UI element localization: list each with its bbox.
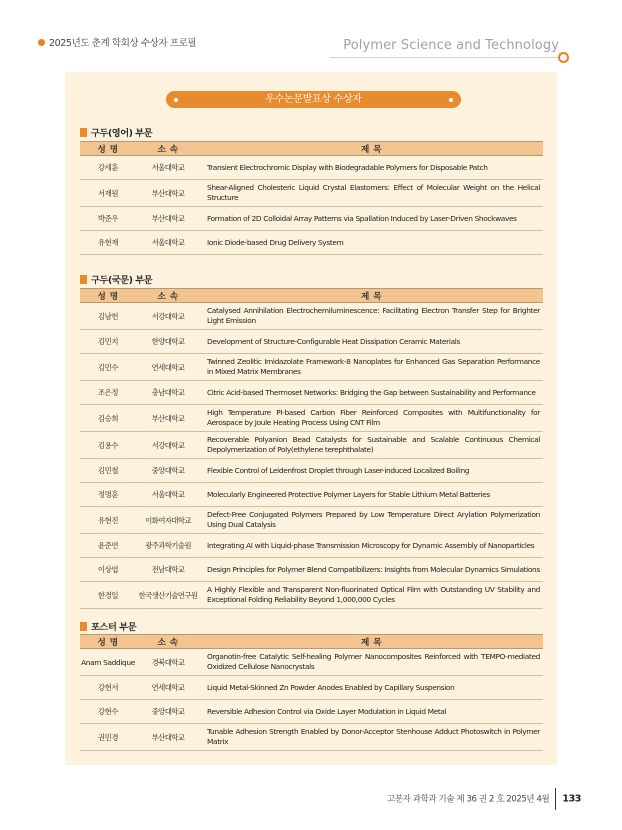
paper-title: Citric Acid-based Thermoset Networks: Bridging the Gap between Sustainability and Performance	[200, 381, 543, 405]
table-row	[80, 700, 543, 724]
table-row	[80, 483, 543, 507]
paper-title: Catalysed Annihilation Electrochemiluminescence: Facilitating Electron Transfer Step for Brighter Light Emission	[200, 303, 543, 330]
paper-title: Defect-Free Conjugated Polymers Prepared by Low Temperature Direct Arylation Polymerization Using Dual Catalysis	[200, 507, 543, 534]
paper-title: Liquid Metal-Skinned Zn Powder Anodes Enabled by Capillary Suspension	[200, 676, 543, 700]
paper-title: Flexible Control of Leidenfrost Droplet through Laser-induced Localized Boiling	[200, 459, 543, 483]
col-header-name: 성 명	[80, 142, 136, 156]
table-row	[80, 156, 543, 180]
awardee-affiliation: 연세대학교	[136, 676, 200, 700]
header-ring-icon	[558, 52, 569, 63]
col-header-name: 성 명	[80, 289, 136, 303]
table-header-row	[80, 289, 543, 303]
paper-title: Molecularly Engineered Protective Polymer Layers for Stable Lithium Metal Batteries	[200, 483, 543, 507]
table-row	[80, 676, 543, 700]
awardee-name: 서재원	[80, 180, 136, 207]
awardee-affiliation: 중앙대학교	[136, 459, 200, 483]
table-row	[80, 432, 543, 459]
awardee-name: 강현서	[80, 676, 136, 700]
table-row	[80, 330, 543, 354]
table-row	[80, 381, 543, 405]
awardee-name: 윤준연	[80, 534, 136, 558]
paper-title: Shear-Aligned Cholesteric Liquid Crystal Elastomers: Effect of Molecular Weight on the Helical Structure	[200, 180, 543, 207]
header-divider	[330, 57, 558, 58]
awardee-affiliation: 경북대학교	[136, 649, 200, 676]
footer-divider	[555, 788, 556, 810]
awardee-name: 권민경	[80, 724, 136, 751]
paper-title: Recoverable Polyanion Bead Catalysts for Sustainable and Scalable Continuous Chemical Depolymerization of Poly(ethylene terephthalate)	[200, 432, 543, 459]
paper-title: High Temperature PI-based Carbon Fiber Reinforced Composites with Multifunctionality for Aerospace by Joule Heating Process Using CNT Film	[200, 405, 543, 432]
awardee-affiliation: 서울대학교	[136, 156, 200, 180]
awardee-name: 김남헌	[80, 303, 136, 330]
table-row	[80, 582, 543, 609]
awardee-affiliation: 부산대학교	[136, 180, 200, 207]
section-heading: 구두(영어) 부문	[80, 125, 152, 139]
table-row	[80, 558, 543, 582]
banner-dot-icon	[174, 98, 178, 102]
table-row	[80, 354, 543, 381]
awardee-name: 유현진	[80, 507, 136, 534]
banner-dot-icon	[449, 98, 453, 102]
col-header-title: 제 목	[200, 289, 543, 303]
awardee-name: 박준우	[80, 207, 136, 231]
footer-journal-info: 고분자 과학과 기술 제 36 권 2 호 2025년 4월	[387, 794, 550, 805]
table-row	[80, 459, 543, 483]
table-row	[80, 207, 543, 231]
col-header-title: 제 목	[200, 635, 543, 649]
awardee-name: 유현재	[80, 231, 136, 255]
col-header-name: 성 명	[80, 635, 136, 649]
paper-title: Transient Electrochromic Display with Biodegradable Polymers for Disposable Patch	[200, 156, 543, 180]
table-row	[80, 231, 543, 255]
paper-title: Design Principles for Polymer Blend Compatibilizers: Insights from Molecular Dynamics Simulations	[200, 558, 543, 582]
table-row	[80, 303, 543, 330]
awardee-affiliation: 서울대학교	[136, 483, 200, 507]
awards-panel	[65, 72, 557, 765]
paper-title: Formation of 2D Colloidal Array Patterns via Spallation Induced by Laser-Driven Shockwaves	[200, 207, 543, 231]
page-footer	[387, 788, 581, 810]
awards-table-poster	[80, 634, 543, 751]
paper-title: Organotin-free Catalytic Self-healing Polymer Nanocomposites Reinforced with TEMPO-mediated Oxidized Cellulose Nanocrystals	[200, 649, 543, 676]
awardee-affiliation: 이화여자대학교	[136, 507, 200, 534]
journal-name: Polymer Science and Technology	[343, 38, 559, 53]
awardee-affiliation: 충남대학교	[136, 381, 200, 405]
col-header-affiliation: 소 속	[136, 289, 200, 303]
paper-title: Integrating AI with Liquid-phase Transmission Microscopy for Dynamic Assembly of Nanoparticles	[200, 534, 543, 558]
table-row	[80, 507, 543, 534]
table-row	[80, 534, 543, 558]
awardee-name: 김민철	[80, 459, 136, 483]
awardee-affiliation: 중앙대학교	[136, 700, 200, 724]
table-row	[80, 180, 543, 207]
paper-title: Twinned Zeolitic Imidazolate Framework-8 Nanoplates for Enhanced Gas Separation Performance in Mixed Matrix Membranes	[200, 354, 543, 381]
awardee-affiliation: 부산대학교	[136, 405, 200, 432]
header-bullet-icon	[38, 39, 45, 46]
paper-title: A Highly Flexible and Transparent Non-fluorinated Optical Film with Outstanding UV Stability and Exceptional Folding Reliability Beyond 1,000,000 Cycles	[200, 582, 543, 609]
awardee-name: 강현수	[80, 700, 136, 724]
awardee-affiliation: 광주과학기술원	[136, 534, 200, 558]
awardee-affiliation: 서울대학교	[136, 231, 200, 255]
paper-title: Tunable Adhesion Strength Enabled by Donor-Acceptor Stenhouse Adduct Photoswitch in Polymer Matrix	[200, 724, 543, 751]
awardee-name: 김승희	[80, 405, 136, 432]
col-header-affiliation: 소 속	[136, 635, 200, 649]
table-row	[80, 405, 543, 432]
award-banner	[166, 91, 461, 108]
awards-table-oral-korean	[80, 288, 543, 609]
awardee-name: 김용수	[80, 432, 136, 459]
awardee-name: 정명훈	[80, 483, 136, 507]
awardee-affiliation: 연세대학교	[136, 354, 200, 381]
awardee-affiliation: 한국생산기술연구원	[136, 582, 200, 609]
section-heading: 포스터 부문	[80, 619, 136, 633]
awardee-affiliation: 서강대학교	[136, 303, 200, 330]
paper-title: Development of Structure-Configurable Heat Dissipation Ceramic Materials	[200, 330, 543, 354]
award-banner-title: 우수논문발표상 수상자	[265, 94, 362, 105]
awardee-name: 조은정	[80, 381, 136, 405]
table-row	[80, 649, 543, 676]
table-header-row	[80, 635, 543, 649]
awards-table-oral-english	[80, 141, 543, 255]
table-row	[80, 724, 543, 751]
table-header-row	[80, 142, 543, 156]
awardee-name: 김민지	[80, 330, 136, 354]
awardee-affiliation: 부산대학교	[136, 724, 200, 751]
col-header-affiliation: 소 속	[136, 142, 200, 156]
col-header-title: 제 목	[200, 142, 543, 156]
awardee-affiliation: 부산대학교	[136, 207, 200, 231]
awardee-affiliation: 서강대학교	[136, 432, 200, 459]
paper-title: Reversible Adhesion Control via Oxide Layer Modulation in Liquid Metal	[200, 700, 543, 724]
section-heading: 구두(국문) 부문	[80, 272, 152, 286]
awardee-name: 김민수	[80, 354, 136, 381]
paper-title: Ionic Diode-based Drug Delivery System	[200, 231, 543, 255]
awardee-affiliation: 전남대학교	[136, 558, 200, 582]
awardee-affiliation: 한양대학교	[136, 330, 200, 354]
section-marker-icon	[80, 622, 87, 631]
awardee-name: 한경일	[80, 582, 136, 609]
header-left-text: 2025년도 춘계 학회상 수상자 프로필	[49, 38, 197, 49]
section-marker-icon	[80, 128, 87, 137]
section-marker-icon	[80, 275, 87, 284]
page-number: 133	[562, 793, 581, 805]
awardee-name: 강세훈	[80, 156, 136, 180]
awardee-name: Anam Saddique	[80, 649, 136, 676]
awardee-name: 이상엽	[80, 558, 136, 582]
